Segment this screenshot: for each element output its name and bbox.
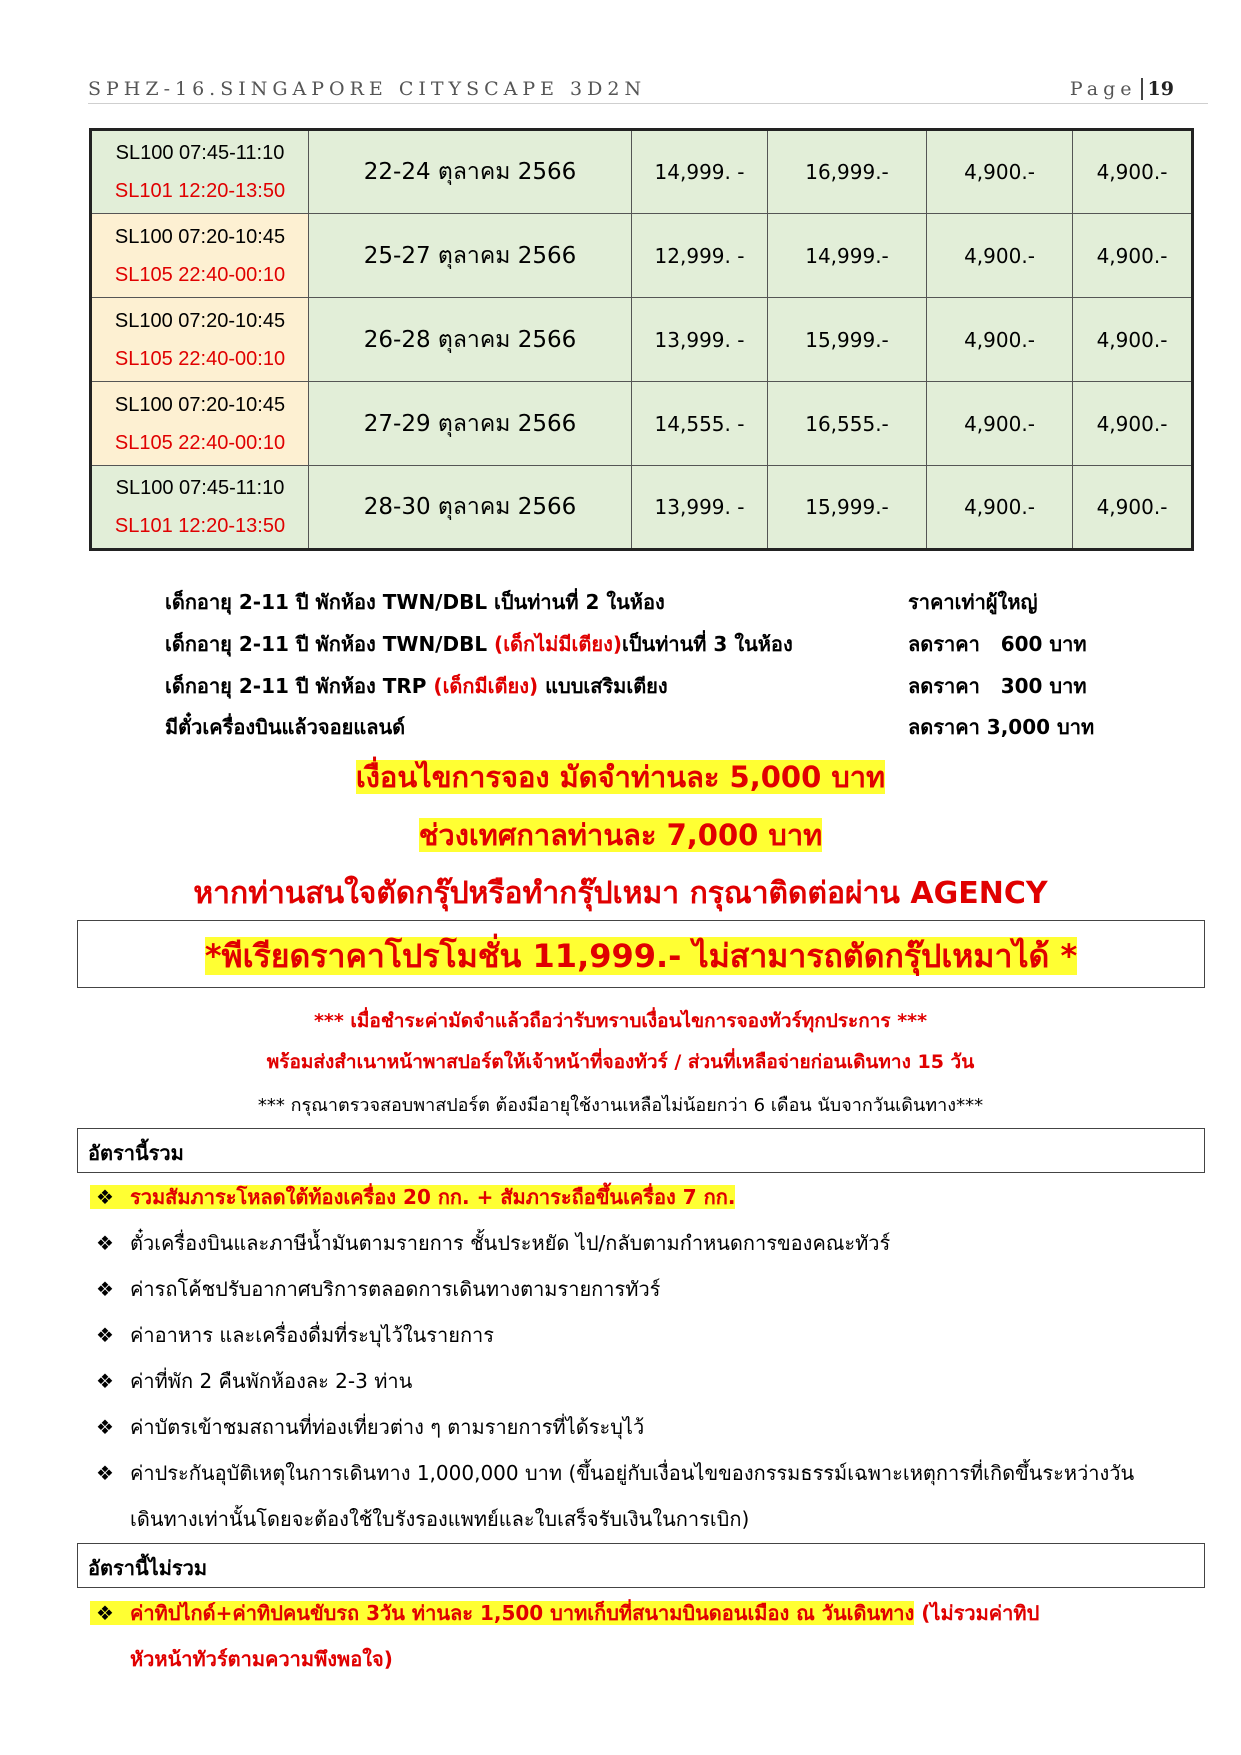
policy-text: เป็นท่านที่ 3 ในห้อง (622, 632, 793, 656)
price-table (89, 128, 1194, 551)
single-price: 16,555.- (768, 382, 927, 466)
extra-price-2: 4,900.- (1073, 466, 1193, 550)
travel-date: 22-24 ตุลาคม 2566 (309, 130, 632, 214)
extra-price-2: 4,900.- (1073, 214, 1193, 298)
extra-price-2: 4,900.- (1073, 130, 1193, 214)
page-header (88, 74, 1208, 104)
page-label: Page (1069, 78, 1137, 100)
outbound-flight: SL100 07:20-10:45 (114, 309, 286, 332)
promo-box (77, 920, 1205, 988)
list-item (90, 1220, 1180, 1266)
excluded-heading: อัตรานี้ไม่รวม (77, 1543, 1205, 1588)
item-text: รวมสัมภาระโหลดใต้ท้องเครื่อง 20 กก. + สัมภาระถือขึ้นเครื่อง 7 กก. (130, 1185, 736, 1209)
policy-text: เด็กอายุ 2-11 ปี พักห้อง TWN/DBL (165, 632, 495, 656)
adult-price: 14,999. - (632, 130, 768, 214)
note-line (0, 1006, 1241, 1036)
passport-copy-note: พร้อมส่งสำเนาหน้าพาสปอร์ตให้เจ้าหน้าที่จองทัวร์ / ส่วนที่เหลือจ่ายก่อนเดินทาง 15 วัน (266, 1051, 975, 1073)
passport-validity-note: *** กรุณาตรวจสอบพาสปอร์ต ต้องมีอายุใช้งานเหลือไม่น้อยกว่า 6 เดือน นับจากวันเดินทาง*** (257, 1095, 984, 1116)
single-price: 15,999.- (768, 466, 927, 550)
child-policy-price: ลดราคา 300 บาท (908, 674, 1087, 698)
note-line (0, 1090, 1241, 1119)
diamond-bullet-icon: ❖ (96, 1185, 114, 1209)
adult-price: 14,555. - (632, 382, 768, 466)
child-policy-line (165, 670, 668, 702)
single-price: 14,999.- (768, 214, 927, 298)
child-policy-price: ราคาเท่าผู้ใหญ่ (908, 590, 1038, 614)
item-text: เดินทางเท่านั้นโดยจะต้องใช้ใบรังรองแพทย์และใบเสร็จรับเงินในการเบิก) (130, 1507, 750, 1531)
item-text: ค่ารถโค้ชปรับอากาศบริการตลอดการเดินทางตามรายการทัวร์ (130, 1277, 661, 1301)
agency-line (0, 870, 1241, 917)
diamond-bullet-icon: ❖ (96, 1461, 114, 1485)
child-policy-line (165, 628, 793, 660)
policy-highlight: (เด็กมีเตียง) (433, 674, 539, 698)
return-flight: SL105 22:40-00:10 (114, 347, 286, 370)
outbound-flight: SL100 07:45-11:10 (115, 477, 285, 499)
child-policy-line (165, 586, 665, 618)
flight-cell (91, 130, 309, 214)
festival-deposit-text: ช่วงเทศกาลท่านละ 7,000 บาท (418, 818, 823, 852)
included-heading: อัตรานี้รวม (77, 1128, 1205, 1173)
travel-date: 28-30 ตุลาคม 2566 (309, 466, 632, 550)
child-policy-price: ลดราคา 3,000 บาท (908, 715, 1095, 739)
table-row (91, 466, 1193, 550)
item-text: ค่าอาหาร และเครื่องดื่มที่ระบุไว้ในรายการ (130, 1323, 495, 1347)
adult-price: 12,999. - (632, 214, 768, 298)
adult-price: 13,999. - (632, 466, 768, 550)
policy-text: มีตั๋วเครื่องบินแล้วจอยแลนด์ (165, 715, 406, 739)
diamond-bullet-icon: ❖ (96, 1323, 114, 1347)
list-item-continuation (90, 1636, 1180, 1682)
flight-cell (91, 214, 309, 298)
item-text: ค่าบัตรเข้าชมสถานที่ท่องเที่ยวต่าง ๆ ตามรายการที่ได้ระบุไว้ (130, 1415, 645, 1439)
diamond-bullet-icon: ❖ (96, 1415, 114, 1439)
item-text: ตั๋วเครื่องบินและภาษีน้ำมันตามรายการ ชั้นประหยัด ไป/กลับตามกำหนดการของคณะทัวร์ (130, 1231, 891, 1255)
flight-cell (91, 298, 309, 382)
diamond-bullet-icon: ❖ (96, 1277, 114, 1301)
flight-cell (91, 382, 309, 466)
return-flight: SL101 12:20-13:50 (114, 180, 286, 202)
document-title: SPHZ-16.SINGAPORE CITYSCAPE 3D2N (88, 78, 647, 100)
extra-price-1: 4,900.- (927, 130, 1073, 214)
deposit-note: *** เมื่อชำระค่ามัดจำแล้วถือว่ารับทราบเงื่อนไขการจองทัวร์ทุกประการ *** (313, 1010, 928, 1032)
list-item (90, 1312, 1180, 1358)
item-text: ค่าทิปไกด์+ค่าทิปคนขับรถ 3วัน ท่านละ 1,500 บาทเก็บที่สนามบินดอนเมือง ณ วันเดินทาง (130, 1601, 915, 1625)
diamond-bullet-icon: ❖ (96, 1601, 114, 1625)
festival-line (0, 812, 1241, 858)
deposit-text: เงื่อนไขการจอง มัดจำท่านละ 5,000 บาท (355, 760, 886, 794)
extra-price-1: 4,900.- (927, 466, 1073, 550)
extra-price-1: 4,900.- (927, 382, 1073, 466)
policy-text: เด็กอายุ 2-11 ปี พักห้อง TWN/DBL เป็นท่านที่ 2 ในห้อง (165, 590, 665, 614)
list-item (90, 1174, 1180, 1220)
return-flight: SL105 22:40-00:10 (114, 263, 286, 286)
table-row (91, 214, 1193, 298)
item-text: หัวหน้าทัวร์ตามความพึงพอใจ) (130, 1647, 393, 1671)
extra-price-2: 4,900.- (1073, 298, 1193, 382)
promo-text: *พีเรียดราคาโปรโมชั่น 11,999.- ไม่สามารถตัดกรุ๊ปเหมาได้ * (204, 937, 1078, 975)
flight-cell (91, 466, 309, 550)
policy-highlight: (เด็กไม่มีเตียง) (494, 632, 622, 656)
return-flight: SL105 22:40-00:10 (114, 431, 286, 454)
agency-text: หากท่านสนใจตัดกรุ๊ปหรือทำกรุ๊ปเหมา กรุณาติดต่อผ่าน AGENCY (193, 876, 1048, 911)
deposit-line (0, 754, 1241, 800)
list-item (90, 1590, 1180, 1636)
page-indicator (1070, 78, 1174, 100)
single-price: 15,999.- (768, 298, 927, 382)
single-price: 16,999.- (768, 130, 927, 214)
list-item (90, 1358, 1180, 1404)
outbound-flight: SL100 07:20-10:45 (114, 225, 286, 248)
item-text: (ไม่รวมค่าทิป (914, 1601, 1040, 1625)
table-row (91, 382, 1193, 466)
outbound-flight: SL100 07:20-10:45 (114, 393, 286, 416)
adult-price: 13,999. - (632, 298, 768, 382)
extra-price-1: 4,900.- (927, 214, 1073, 298)
page-number: 19 (1141, 78, 1174, 100)
diamond-bullet-icon: ❖ (96, 1369, 114, 1393)
travel-date: 27-29 ตุลาคม 2566 (309, 382, 632, 466)
item-text: ค่าที่พัก 2 คืนพักห้องละ 2-3 ท่าน (130, 1369, 413, 1393)
outbound-flight: SL100 07:45-11:10 (115, 142, 285, 164)
list-item (90, 1404, 1180, 1450)
child-policy-line (165, 711, 405, 743)
list-item (90, 1266, 1180, 1312)
travel-date: 26-28 ตุลาคม 2566 (309, 298, 632, 382)
diamond-bullet-icon: ❖ (96, 1231, 114, 1255)
extra-price-1: 4,900.- (927, 298, 1073, 382)
child-policy-price: ลดราคา 600 บาท (908, 632, 1087, 656)
table-row (91, 130, 1193, 214)
policy-text: แบบเสริมเตียง (538, 674, 668, 698)
item-text: ค่าประกันอุบัติเหตุในการเดินทาง 1,000,000 บาท (ขึ้นอยู่กับเงื่อนไขของกรรมธรรม์เฉพาะเหตุการที่เกิดขึ้นระหว่างวัน (130, 1461, 1135, 1485)
note-line (0, 1047, 1241, 1077)
travel-date: 25-27 ตุลาคม 2566 (309, 214, 632, 298)
policy-text: เด็กอายุ 2-11 ปี พักห้อง TRP (165, 674, 434, 698)
list-item-continuation (90, 1496, 1180, 1542)
list-item (90, 1450, 1180, 1496)
table-row (91, 298, 1193, 382)
return-flight: SL101 12:20-13:50 (114, 515, 286, 537)
extra-price-2: 4,900.- (1073, 382, 1193, 466)
